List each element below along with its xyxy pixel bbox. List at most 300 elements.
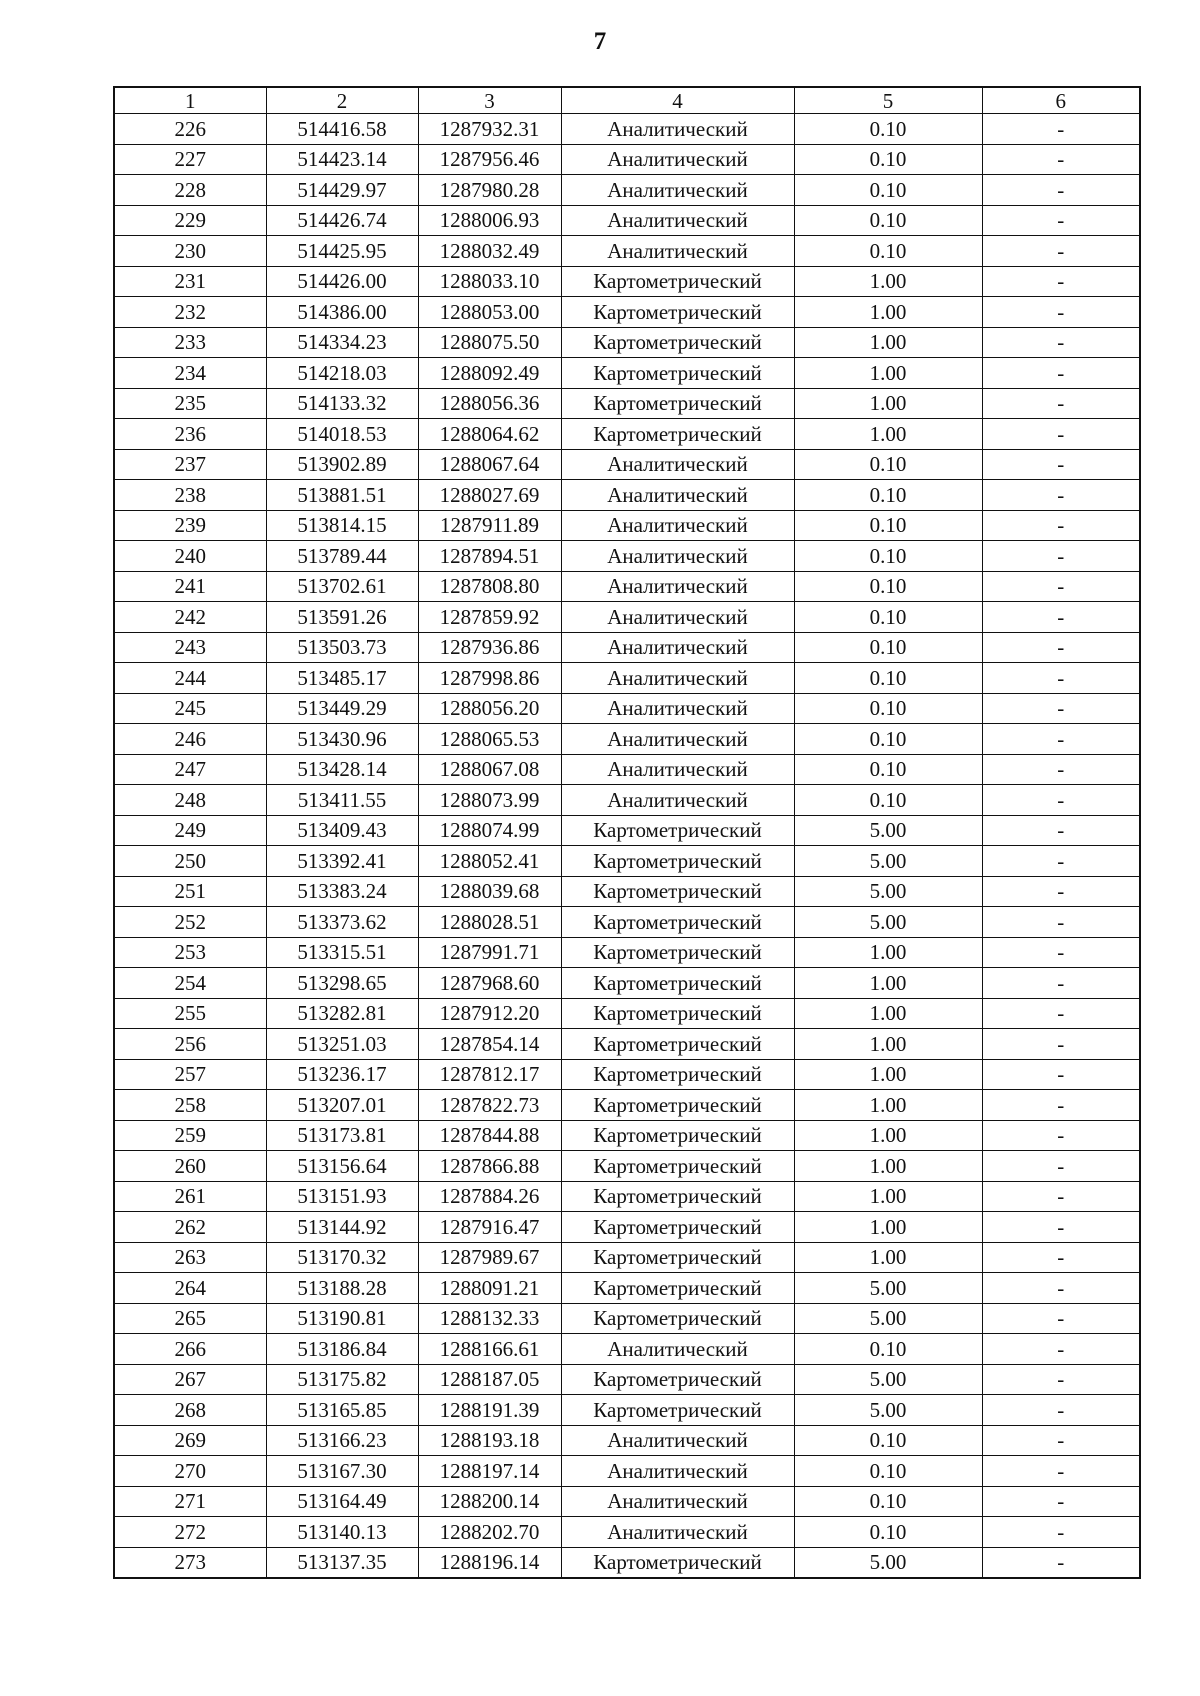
y-coordinate-cell: 1287912.20 — [418, 998, 561, 1029]
x-coordinate-cell: 513449.29 — [266, 693, 418, 724]
table-row — [114, 327, 1140, 358]
accuracy-cell: 1.00 — [794, 1242, 982, 1273]
y-coordinate-cell: 1287936.86 — [418, 632, 561, 663]
table-row — [114, 1547, 1140, 1578]
point-number-cell: 245 — [114, 693, 266, 724]
y-coordinate-cell: 1287991.71 — [418, 937, 561, 968]
point-number-cell: 240 — [114, 541, 266, 572]
table-row — [114, 266, 1140, 297]
column-header: 6 — [982, 87, 1140, 114]
method-cell: Аналитический — [561, 663, 794, 694]
note-cell: - — [982, 632, 1140, 663]
accuracy-cell: 5.00 — [794, 1364, 982, 1395]
table-row — [114, 1456, 1140, 1487]
point-number-cell: 232 — [114, 297, 266, 328]
note-cell: - — [982, 144, 1140, 175]
table-row — [114, 1029, 1140, 1060]
x-coordinate-cell: 513591.26 — [266, 602, 418, 633]
point-number-cell: 262 — [114, 1212, 266, 1243]
note-cell: - — [982, 1395, 1140, 1426]
table-row — [114, 815, 1140, 846]
x-coordinate-cell: 513207.01 — [266, 1090, 418, 1121]
point-number-cell: 258 — [114, 1090, 266, 1121]
point-number-cell: 229 — [114, 205, 266, 236]
y-coordinate-cell: 1288200.14 — [418, 1486, 561, 1517]
x-coordinate-cell: 513373.62 — [266, 907, 418, 938]
x-coordinate-cell: 513175.82 — [266, 1364, 418, 1395]
column-header: 1 — [114, 87, 266, 114]
method-cell: Аналитический — [561, 114, 794, 145]
y-coordinate-cell: 1288075.50 — [418, 327, 561, 358]
x-coordinate-cell: 513428.14 — [266, 754, 418, 785]
point-number-cell: 247 — [114, 754, 266, 785]
x-coordinate-cell: 513151.93 — [266, 1181, 418, 1212]
point-number-cell: 227 — [114, 144, 266, 175]
y-coordinate-cell: 1287866.88 — [418, 1151, 561, 1182]
accuracy-cell: 1.00 — [794, 1151, 982, 1182]
point-number-cell: 249 — [114, 815, 266, 846]
method-cell: Аналитический — [561, 693, 794, 724]
y-coordinate-cell: 1287932.31 — [418, 114, 561, 145]
table-row — [114, 663, 1140, 694]
accuracy-cell: 0.10 — [794, 480, 982, 511]
accuracy-cell: 1.00 — [794, 266, 982, 297]
method-cell: Картометрический — [561, 297, 794, 328]
y-coordinate-cell: 1288067.64 — [418, 449, 561, 480]
y-coordinate-cell: 1287916.47 — [418, 1212, 561, 1243]
method-cell: Аналитический — [561, 205, 794, 236]
note-cell: - — [982, 907, 1140, 938]
method-cell: Картометрический — [561, 907, 794, 938]
point-number-cell: 231 — [114, 266, 266, 297]
y-coordinate-cell: 1288027.69 — [418, 480, 561, 511]
table-header-row — [114, 87, 1140, 114]
note-cell: - — [982, 968, 1140, 999]
point-number-cell: 236 — [114, 419, 266, 450]
note-cell: - — [982, 541, 1140, 572]
x-coordinate-cell: 513156.64 — [266, 1151, 418, 1182]
y-coordinate-cell: 1287844.88 — [418, 1120, 561, 1151]
table-row — [114, 1181, 1140, 1212]
point-number-cell: 243 — [114, 632, 266, 663]
point-number-cell: 256 — [114, 1029, 266, 1060]
note-cell: - — [982, 419, 1140, 450]
table-row — [114, 1151, 1140, 1182]
table-row — [114, 1212, 1140, 1243]
table-body — [114, 114, 1140, 1579]
table-row — [114, 1303, 1140, 1334]
point-number-cell: 266 — [114, 1334, 266, 1365]
x-coordinate-cell: 513814.15 — [266, 510, 418, 541]
point-number-cell: 238 — [114, 480, 266, 511]
method-cell: Аналитический — [561, 449, 794, 480]
x-coordinate-cell: 513789.44 — [266, 541, 418, 572]
accuracy-cell: 0.10 — [794, 632, 982, 663]
table-row — [114, 1486, 1140, 1517]
method-cell: Картометрический — [561, 1212, 794, 1243]
method-cell: Картометрический — [561, 388, 794, 419]
point-number-cell: 253 — [114, 937, 266, 968]
table-row — [114, 1334, 1140, 1365]
method-cell: Картометрический — [561, 266, 794, 297]
y-coordinate-cell: 1287956.46 — [418, 144, 561, 175]
point-number-cell: 242 — [114, 602, 266, 633]
table-row — [114, 876, 1140, 907]
table-row — [114, 846, 1140, 877]
x-coordinate-cell: 514386.00 — [266, 297, 418, 328]
y-coordinate-cell: 1288039.68 — [418, 876, 561, 907]
y-coordinate-cell: 1288092.49 — [418, 358, 561, 389]
y-coordinate-cell: 1287854.14 — [418, 1029, 561, 1060]
note-cell: - — [982, 724, 1140, 755]
table-row — [114, 480, 1140, 511]
accuracy-cell: 0.10 — [794, 175, 982, 206]
method-cell: Картометрический — [561, 1303, 794, 1334]
table-row — [114, 175, 1140, 206]
point-number-cell: 257 — [114, 1059, 266, 1090]
note-cell: - — [982, 449, 1140, 480]
x-coordinate-cell: 513144.92 — [266, 1212, 418, 1243]
y-coordinate-cell: 1288053.00 — [418, 297, 561, 328]
accuracy-cell: 1.00 — [794, 358, 982, 389]
method-cell: Картометрический — [561, 1029, 794, 1060]
table-row — [114, 1090, 1140, 1121]
x-coordinate-cell: 513236.17 — [266, 1059, 418, 1090]
point-number-cell: 255 — [114, 998, 266, 1029]
table-row — [114, 907, 1140, 938]
point-number-cell: 263 — [114, 1242, 266, 1273]
y-coordinate-cell: 1288006.93 — [418, 205, 561, 236]
note-cell: - — [982, 1242, 1140, 1273]
method-cell: Аналитический — [561, 1425, 794, 1456]
note-cell: - — [982, 297, 1140, 328]
method-cell: Картометрический — [561, 1090, 794, 1121]
y-coordinate-cell: 1288056.36 — [418, 388, 561, 419]
y-coordinate-cell: 1287822.73 — [418, 1090, 561, 1121]
note-cell: - — [982, 266, 1140, 297]
method-cell: Картометрический — [561, 937, 794, 968]
table-row — [114, 998, 1140, 1029]
x-coordinate-cell: 514429.97 — [266, 175, 418, 206]
x-coordinate-cell: 514133.32 — [266, 388, 418, 419]
y-coordinate-cell: 1288074.99 — [418, 815, 561, 846]
point-number-cell: 228 — [114, 175, 266, 206]
accuracy-cell: 1.00 — [794, 388, 982, 419]
x-coordinate-cell: 513137.35 — [266, 1547, 418, 1578]
accuracy-cell: 5.00 — [794, 1395, 982, 1426]
y-coordinate-cell: 1287894.51 — [418, 541, 561, 572]
y-coordinate-cell: 1287884.26 — [418, 1181, 561, 1212]
table-row — [114, 510, 1140, 541]
accuracy-cell: 0.10 — [794, 693, 982, 724]
note-cell: - — [982, 1059, 1140, 1090]
method-cell: Картометрический — [561, 1364, 794, 1395]
note-cell: - — [982, 480, 1140, 511]
y-coordinate-cell: 1287998.86 — [418, 663, 561, 694]
note-cell: - — [982, 1486, 1140, 1517]
accuracy-cell: 0.10 — [794, 571, 982, 602]
x-coordinate-cell: 514416.58 — [266, 114, 418, 145]
x-coordinate-cell: 513186.84 — [266, 1334, 418, 1365]
accuracy-cell: 1.00 — [794, 297, 982, 328]
accuracy-cell: 5.00 — [794, 1273, 982, 1304]
accuracy-cell: 0.10 — [794, 1486, 982, 1517]
column-header: 3 — [418, 87, 561, 114]
note-cell: - — [982, 1273, 1140, 1304]
column-header: 5 — [794, 87, 982, 114]
method-cell: Картометрический — [561, 1547, 794, 1578]
point-number-cell: 241 — [114, 571, 266, 602]
page-number: 7 — [593, 28, 607, 55]
x-coordinate-cell: 514425.95 — [266, 236, 418, 267]
point-number-cell: 260 — [114, 1151, 266, 1182]
accuracy-cell: 0.10 — [794, 663, 982, 694]
note-cell: - — [982, 1456, 1140, 1487]
table-row — [114, 1242, 1140, 1273]
accuracy-cell: 5.00 — [794, 1303, 982, 1334]
accuracy-cell: 0.10 — [794, 785, 982, 816]
accuracy-cell: 1.00 — [794, 1120, 982, 1151]
note-cell: - — [982, 937, 1140, 968]
y-coordinate-cell: 1287989.67 — [418, 1242, 561, 1273]
method-cell: Картометрический — [561, 998, 794, 1029]
method-cell: Картометрический — [561, 876, 794, 907]
accuracy-cell: 0.10 — [794, 510, 982, 541]
note-cell: - — [982, 510, 1140, 541]
y-coordinate-cell: 1288052.41 — [418, 846, 561, 877]
note-cell: - — [982, 1090, 1140, 1121]
method-cell: Аналитический — [561, 510, 794, 541]
note-cell: - — [982, 1120, 1140, 1151]
y-coordinate-cell: 1287968.60 — [418, 968, 561, 999]
x-coordinate-cell: 513282.81 — [266, 998, 418, 1029]
y-coordinate-cell: 1288056.20 — [418, 693, 561, 724]
table-row — [114, 632, 1140, 663]
method-cell: Аналитический — [561, 785, 794, 816]
x-coordinate-cell: 513902.89 — [266, 449, 418, 480]
x-coordinate-cell: 513165.85 — [266, 1395, 418, 1426]
y-coordinate-cell: 1287859.92 — [418, 602, 561, 633]
x-coordinate-cell: 513485.17 — [266, 663, 418, 694]
method-cell: Аналитический — [561, 175, 794, 206]
method-cell: Картометрический — [561, 968, 794, 999]
point-number-cell: 268 — [114, 1395, 266, 1426]
method-cell: Аналитический — [561, 236, 794, 267]
point-number-cell: 251 — [114, 876, 266, 907]
accuracy-cell: 5.00 — [794, 907, 982, 938]
note-cell: - — [982, 602, 1140, 633]
note-cell: - — [982, 785, 1140, 816]
point-number-cell: 267 — [114, 1364, 266, 1395]
x-coordinate-cell: 513503.73 — [266, 632, 418, 663]
point-number-cell: 248 — [114, 785, 266, 816]
y-coordinate-cell: 1287980.28 — [418, 175, 561, 206]
point-number-cell: 246 — [114, 724, 266, 755]
point-number-cell: 244 — [114, 663, 266, 694]
y-coordinate-cell: 1288166.61 — [418, 1334, 561, 1365]
table-row — [114, 1273, 1140, 1304]
note-cell: - — [982, 815, 1140, 846]
table-row — [114, 693, 1140, 724]
table-row — [114, 358, 1140, 389]
y-coordinate-cell: 1288091.21 — [418, 1273, 561, 1304]
method-cell: Картометрический — [561, 1059, 794, 1090]
accuracy-cell: 1.00 — [794, 1181, 982, 1212]
x-coordinate-cell: 513251.03 — [266, 1029, 418, 1060]
table-row — [114, 968, 1140, 999]
note-cell: - — [982, 236, 1140, 267]
table-row — [114, 1517, 1140, 1548]
method-cell: Аналитический — [561, 541, 794, 572]
table-row — [114, 205, 1140, 236]
y-coordinate-cell: 1288067.08 — [418, 754, 561, 785]
note-cell: - — [982, 205, 1140, 236]
table-row — [114, 937, 1140, 968]
note-cell: - — [982, 1029, 1140, 1060]
x-coordinate-cell: 513383.24 — [266, 876, 418, 907]
y-coordinate-cell: 1287812.17 — [418, 1059, 561, 1090]
point-number-cell: 230 — [114, 236, 266, 267]
table-row — [114, 785, 1140, 816]
y-coordinate-cell: 1288187.05 — [418, 1364, 561, 1395]
note-cell: - — [982, 1517, 1140, 1548]
table-row — [114, 144, 1140, 175]
method-cell: Картометрический — [561, 1151, 794, 1182]
method-cell: Аналитический — [561, 1517, 794, 1548]
point-number-cell: 237 — [114, 449, 266, 480]
note-cell: - — [982, 663, 1140, 694]
accuracy-cell: 1.00 — [794, 998, 982, 1029]
note-cell: - — [982, 754, 1140, 785]
table-row — [114, 602, 1140, 633]
note-cell: - — [982, 1547, 1140, 1578]
table-row — [114, 1059, 1140, 1090]
note-cell: - — [982, 693, 1140, 724]
table-row — [114, 1364, 1140, 1395]
point-number-cell: 239 — [114, 510, 266, 541]
x-coordinate-cell: 513173.81 — [266, 1120, 418, 1151]
note-cell: - — [982, 114, 1140, 145]
accuracy-cell: 0.10 — [794, 205, 982, 236]
x-coordinate-cell: 514426.74 — [266, 205, 418, 236]
table-row — [114, 449, 1140, 480]
y-coordinate-cell: 1288033.10 — [418, 266, 561, 297]
x-coordinate-cell: 513170.32 — [266, 1242, 418, 1273]
method-cell: Аналитический — [561, 480, 794, 511]
table-row — [114, 541, 1140, 572]
method-cell: Картометрический — [561, 1181, 794, 1212]
accuracy-cell: 1.00 — [794, 1090, 982, 1121]
column-header: 2 — [266, 87, 418, 114]
x-coordinate-cell: 513430.96 — [266, 724, 418, 755]
x-coordinate-cell: 514018.53 — [266, 419, 418, 450]
accuracy-cell: 0.10 — [794, 1334, 982, 1365]
method-cell: Аналитический — [561, 144, 794, 175]
note-cell: - — [982, 876, 1140, 907]
method-cell: Аналитический — [561, 1486, 794, 1517]
table-row — [114, 388, 1140, 419]
method-cell: Картометрический — [561, 419, 794, 450]
point-number-cell: 250 — [114, 846, 266, 877]
note-cell: - — [982, 571, 1140, 602]
method-cell: Картометрический — [561, 1242, 794, 1273]
y-coordinate-cell: 1288196.14 — [418, 1547, 561, 1578]
x-coordinate-cell: 513411.55 — [266, 785, 418, 816]
x-coordinate-cell: 513166.23 — [266, 1425, 418, 1456]
x-coordinate-cell: 513188.28 — [266, 1273, 418, 1304]
point-number-cell: 261 — [114, 1181, 266, 1212]
note-cell: - — [982, 1364, 1140, 1395]
method-cell: Картометрический — [561, 358, 794, 389]
accuracy-cell: 0.10 — [794, 236, 982, 267]
note-cell: - — [982, 175, 1140, 206]
note-cell: - — [982, 1334, 1140, 1365]
accuracy-cell: 0.10 — [794, 541, 982, 572]
point-number-cell: 259 — [114, 1120, 266, 1151]
x-coordinate-cell: 514218.03 — [266, 358, 418, 389]
accuracy-cell: 5.00 — [794, 876, 982, 907]
point-number-cell: 269 — [114, 1425, 266, 1456]
y-coordinate-cell: 1288064.62 — [418, 419, 561, 450]
coordinates-table — [113, 86, 1141, 1579]
note-cell: - — [982, 998, 1140, 1029]
y-coordinate-cell: 1287911.89 — [418, 510, 561, 541]
x-coordinate-cell: 513315.51 — [266, 937, 418, 968]
point-number-cell: 273 — [114, 1547, 266, 1578]
accuracy-cell: 1.00 — [794, 937, 982, 968]
accuracy-cell: 5.00 — [794, 815, 982, 846]
x-coordinate-cell: 513392.41 — [266, 846, 418, 877]
accuracy-cell: 1.00 — [794, 419, 982, 450]
x-coordinate-cell: 513702.61 — [266, 571, 418, 602]
point-number-cell: 264 — [114, 1273, 266, 1304]
y-coordinate-cell: 1288032.49 — [418, 236, 561, 267]
accuracy-cell: 0.10 — [794, 1456, 982, 1487]
note-cell: - — [982, 846, 1140, 877]
note-cell: - — [982, 388, 1140, 419]
method-cell: Картометрический — [561, 327, 794, 358]
note-cell: - — [982, 1425, 1140, 1456]
table-row — [114, 571, 1140, 602]
y-coordinate-cell: 1288073.99 — [418, 785, 561, 816]
method-cell: Аналитический — [561, 1456, 794, 1487]
x-coordinate-cell: 513167.30 — [266, 1456, 418, 1487]
accuracy-cell: 5.00 — [794, 846, 982, 877]
point-number-cell: 226 — [114, 114, 266, 145]
x-coordinate-cell: 514334.23 — [266, 327, 418, 358]
method-cell: Аналитический — [561, 602, 794, 633]
point-number-cell: 270 — [114, 1456, 266, 1487]
point-number-cell: 272 — [114, 1517, 266, 1548]
table-row — [114, 419, 1140, 450]
y-coordinate-cell: 1288028.51 — [418, 907, 561, 938]
y-coordinate-cell: 1288191.39 — [418, 1395, 561, 1426]
accuracy-cell: 0.10 — [794, 1425, 982, 1456]
accuracy-cell: 0.10 — [794, 754, 982, 785]
method-cell: Картометрический — [561, 1395, 794, 1426]
table-row — [114, 724, 1140, 755]
x-coordinate-cell: 513190.81 — [266, 1303, 418, 1334]
note-cell: - — [982, 1303, 1140, 1334]
table-row — [114, 1395, 1140, 1426]
x-coordinate-cell: 513409.43 — [266, 815, 418, 846]
point-number-cell: 233 — [114, 327, 266, 358]
x-coordinate-cell: 514426.00 — [266, 266, 418, 297]
table-row — [114, 1425, 1140, 1456]
accuracy-cell: 1.00 — [794, 1029, 982, 1060]
method-cell: Аналитический — [561, 571, 794, 602]
method-cell: Картометрический — [561, 1273, 794, 1304]
